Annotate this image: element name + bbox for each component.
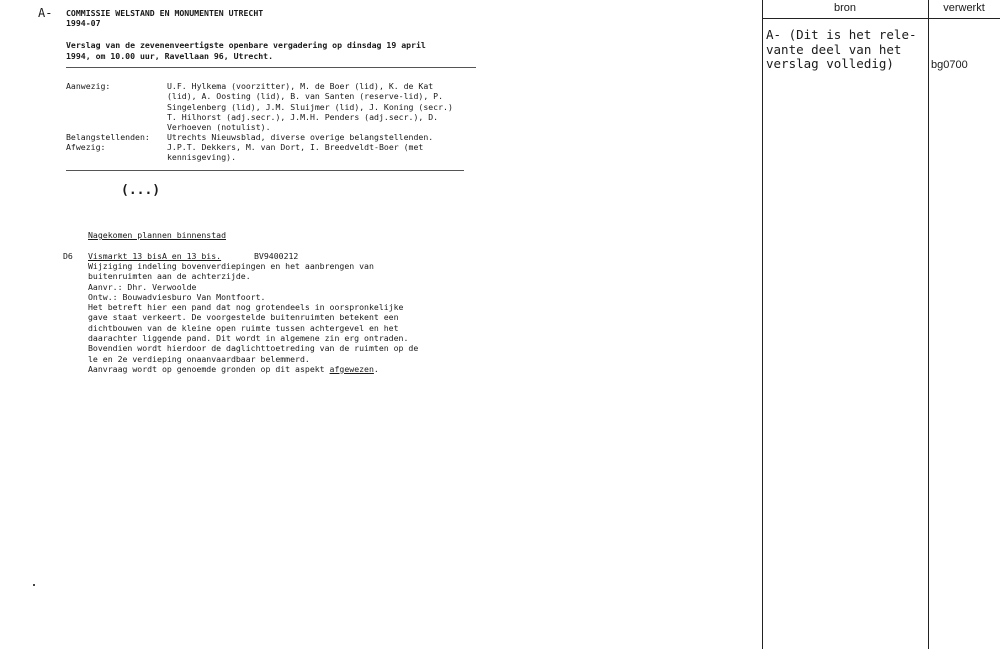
absent-line: kennisgeving). [167, 152, 237, 163]
present-label: Aanwezig: [66, 81, 111, 91]
item-reference: BV9400212 [254, 251, 299, 261]
item-line: gave staat verkeert. De voorgestelde buitenruimten betekent een [88, 312, 399, 323]
item-line: Aanvr.: Dhr. Verwoolde [88, 281, 197, 292]
decision-period: . [373, 363, 379, 374]
section-heading: Nagekomen plannen binnenstad [88, 230, 227, 240]
stakeholders-value: Utrechts Nieuwsblad, diverse overige belangstellenden. [167, 132, 434, 142]
verwerkt-code: bg0700 [931, 59, 968, 71]
present-line: (lid), A. Oosting (lid), B. van Santen (reserve-lid), P. [167, 91, 444, 102]
absent-label: Afwezig: [66, 142, 106, 152]
bron-column-left-border [762, 0, 763, 649]
item-line: Bovendien wordt hierdoor de daglichttoetreding van de ruimten op de [88, 343, 419, 354]
item-code: D6 [63, 251, 73, 261]
item-decision-line [88, 364, 418, 374]
attendance-divider [66, 170, 464, 171]
present-line: T. Hilhorst (adj.secr.), J.M.H. Penders (adj.secr.), D. [167, 111, 439, 122]
omission-ellipsis: (...) [121, 183, 161, 198]
document-code: 1994-07 [66, 18, 101, 28]
present-line: Verhoeven (notulist). [167, 122, 271, 133]
header-divider [66, 67, 476, 68]
decision-text: Aanvraag wordt op genoemde gronden op dit aspekt [88, 363, 330, 374]
present-list [167, 81, 453, 132]
bron-column-header: bron [833, 2, 857, 14]
bron-note-line: verslag volledig) [766, 56, 894, 71]
organisation-name: COMMISSIE WELSTAND EN MONUMENTEN UTRECHT [66, 8, 264, 18]
decision-verdict: afgewezen [329, 363, 374, 374]
absent-list [167, 142, 423, 163]
report-title-line-2: 1994, om 10.00 uur, Ravellaan 96, Utrecht. [66, 51, 274, 61]
item-address: Vismarkt 13 bisA en 13 bis. [88, 251, 222, 261]
verwerkt-column-header: verwerkt [943, 2, 985, 14]
column-separator [928, 0, 929, 649]
item-line: Het betreft hier een pand dat nog grotendeels in oorspronkelijke [88, 302, 404, 313]
absent-line: J.P.T. Dekkers, M. van Dort, I. Breedveldt-Boer (met [167, 142, 424, 152]
item-line: dichtbouwen van de kleine open ruimte tussen achtergevel en het [88, 322, 399, 333]
margin-mark: A- [38, 6, 53, 20]
bron-note-line: vante deel van het [766, 41, 902, 57]
item-line: Wijziging indeling bovenverdiepingen en het aanbrengen van [88, 261, 374, 271]
stakeholders-label: Belangstellenden: [66, 132, 150, 142]
bron-note [766, 28, 917, 72]
item-line: Ontw.: Bouwadviesburo Van Montfoort. [88, 291, 266, 302]
item-body [88, 261, 418, 374]
bron-note-line: A- (Dit is het rele- [766, 27, 917, 42]
item-line: le en 2e verdieping onaanvaardbaar belemmerd. [88, 353, 310, 364]
column-header-rule [762, 18, 1000, 19]
present-line: U.F. Hylkema (voorzitter), M. de Boer (lid), K. de Kat [167, 81, 434, 91]
scan-speck [33, 584, 35, 586]
item-line: daarachter liggende pand. Dit wordt in algemene zin erg ontraden. [88, 333, 409, 344]
present-line: Singelenberg (lid), J.M. Sluijmer (lid), J. Koning (secr.) [167, 101, 453, 112]
report-title-line-1: Verslag van de zevenenveertigste openbare vergadering op dinsdag 19 april [66, 40, 426, 50]
item-line: buitenruimten aan de achterzijde. [88, 271, 251, 282]
